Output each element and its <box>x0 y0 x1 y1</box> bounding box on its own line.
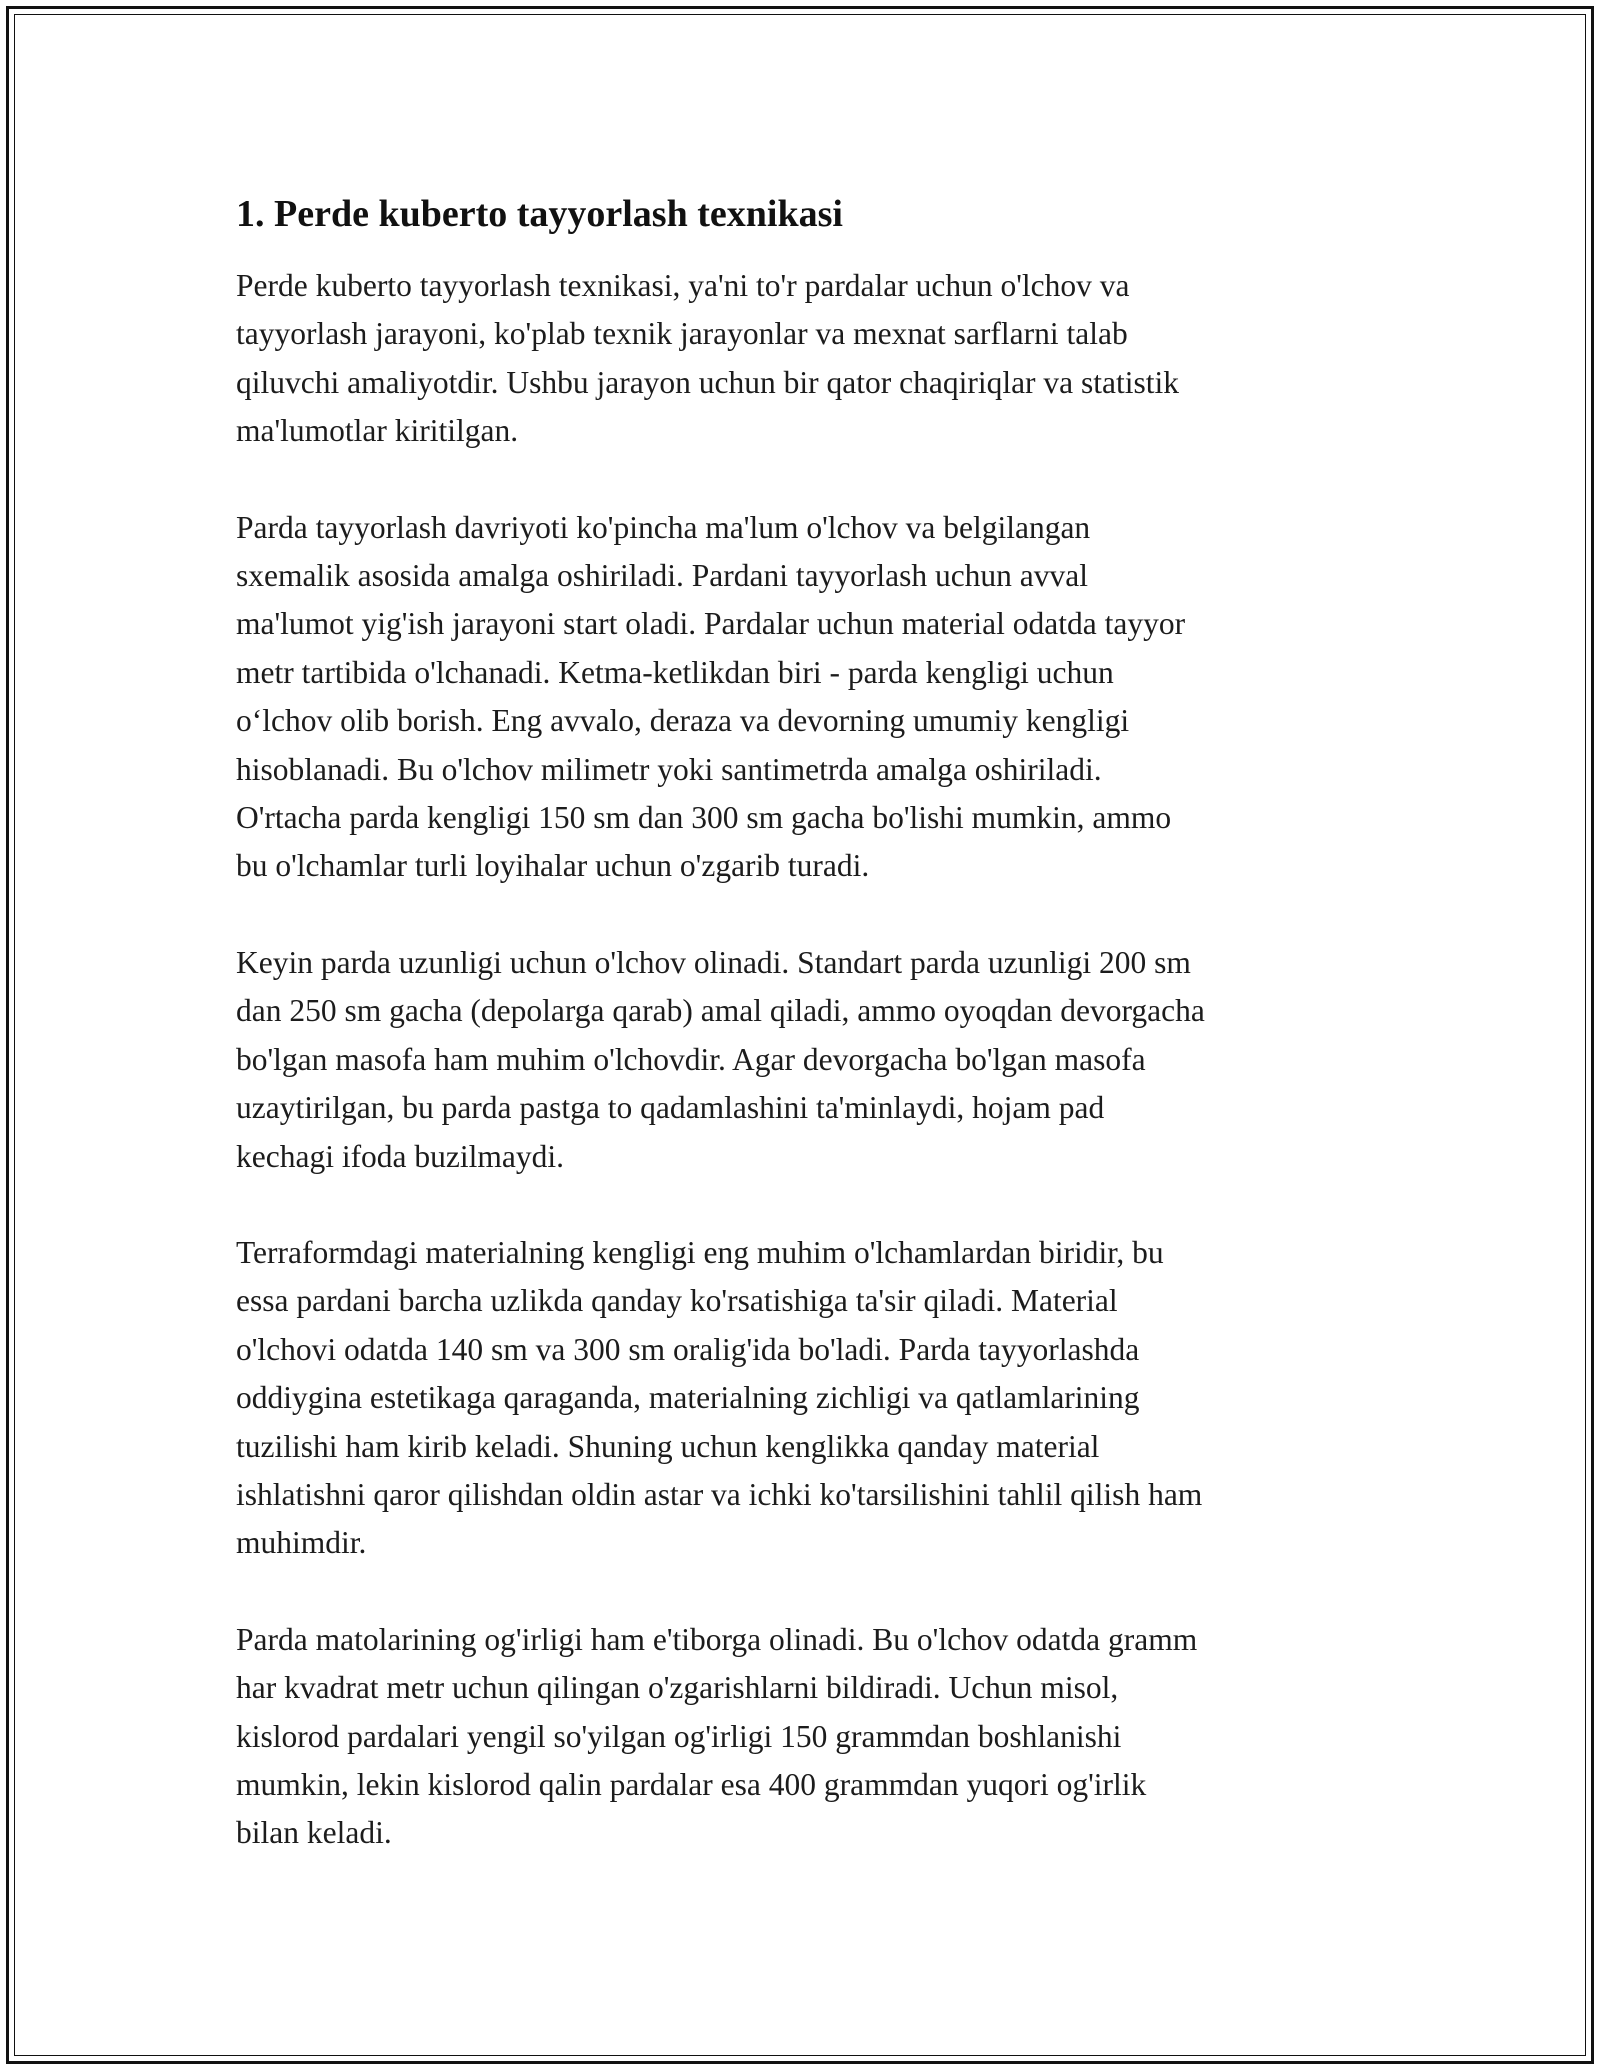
paragraph-3 <box>236 939 1366 1181</box>
paragraph-line: Perde kuberto tayyorlash texnikasi, ya'ni to'r pardalar uchun o'lchov va <box>236 268 1130 303</box>
document-title: 1. Perde kuberto tayyorlash texnikasi <box>236 193 843 235</box>
paragraph-line: Parda tayyorlash davriyoti ko'pincha ma'lum o'lchov va belgilangan <box>236 509 1091 545</box>
paragraph-line: Parda matolarining og'irligi ham e'tiborga olinadi. Bu o'lchov odatda gramm <box>236 1621 1198 1657</box>
paragraph-line: tayyorlash jarayoni, ko'plab texnik jarayonlar va mexnat sarflarni talab <box>236 316 1128 352</box>
paragraph-line: ma'lumot yig'ish jarayoni start oladi. Pardalar uchun material odatda tayyor <box>236 606 1186 642</box>
paragraph-line: metr tartibida o'lchanadi. Ketma-ketlikdan biri - parda kengligi uchun <box>236 654 1114 690</box>
paragraph-line: ma'lumotlar kiritilgan. <box>236 413 519 449</box>
paragraph-line: bo'lgan masofa ham muhim o'lchovdir. Agar devorgacha bo'lgan masofa <box>236 1041 1146 1077</box>
paragraph-4 <box>236 1229 1366 1568</box>
paragraph-line: ishlatishni qaror qilishdan oldin astar va ichki ko'tarsilishini tahlil qilish ham <box>236 1476 1203 1512</box>
paragraph-5 <box>236 1616 1366 1858</box>
paragraph-line: o'lchovi odatda 140 sm va 300 sm oralig'ida bo'ladi. Parda tayyorlashda <box>236 1331 1140 1367</box>
paragraph-line: uzaytirilgan, bu parda pastga to qadamlashini ta'minlaydi, hojam pad <box>236 1090 1105 1126</box>
paragraph-line: O'rtacha parda kengligi 150 sm dan 300 sm gacha bo'lishi mumkin, ammo <box>236 800 1172 836</box>
paragraph-line: har kvadrat metr uchun qilingan o'zgarishlarni bildiradi. Uchun misol, <box>236 1670 1119 1706</box>
paragraph-line: Keyin parda uzunligi uchun o'lchov olinadi. Standart parda uzunligi 200 sm <box>236 944 1191 980</box>
paragraph-line: bu o'lchamlar turli loyihalar uchun o'zgarib turadi. <box>236 848 870 884</box>
paragraph-line: hisoblanadi. Bu o'lchov milimetr yoki santimetrda amalga oshiriladi. <box>236 751 1102 787</box>
paragraph-line: dan 250 sm gacha (depolarga qarab) amal qiladi, ammo oyoqdan devorgacha <box>236 993 1205 1029</box>
paragraph-line: kislorod pardalari yengil so'yilgan og'irligi 150 grammdan boshlanishi <box>236 1718 1122 1754</box>
paragraph-line: o‘lchov olib borish. Eng avvalo, deraza va devorning umumiy kengligi <box>236 703 1130 739</box>
paragraph-line: kechagi ifoda buzilmaydi. <box>236 1138 565 1174</box>
paragraph-line: tuzilishi ham kirib keladi. Shuning uchun kenglikka qanday material <box>236 1428 1100 1464</box>
paragraph-2 <box>236 504 1366 891</box>
paragraph-line: Terraformdagi materialning kengligi eng muhim o'lchamlardan biridir, bu <box>236 1234 1164 1270</box>
paragraph-line: qiluvchi amaliyotdir. Ushbu jarayon uchun bir qator chaqiriqlar va statistik <box>236 364 1180 400</box>
paragraph-line: essa pardani barcha uzlikda qanday ko'rsatishiga ta'sir qiladi. Material <box>236 1283 1118 1319</box>
paragraph-1 <box>236 262 1366 456</box>
paragraph-line: bilan keladi. <box>236 1815 392 1851</box>
paragraph-line: sxemalik asosida amalga oshiriladi. Pardani tayyorlash uchun avval <box>236 558 1089 594</box>
paragraph-line: oddiygina estetikaga qaraganda, materialning zichligi va qatlamlarining <box>236 1380 1140 1416</box>
paragraph-line: muhimdir. <box>236 1525 367 1561</box>
document-body <box>236 190 1366 1906</box>
paragraph-line: mumkin, lekin kislorod qalin pardalar esa 400 grammdan yuqori og'irlik <box>236 1766 1147 1802</box>
